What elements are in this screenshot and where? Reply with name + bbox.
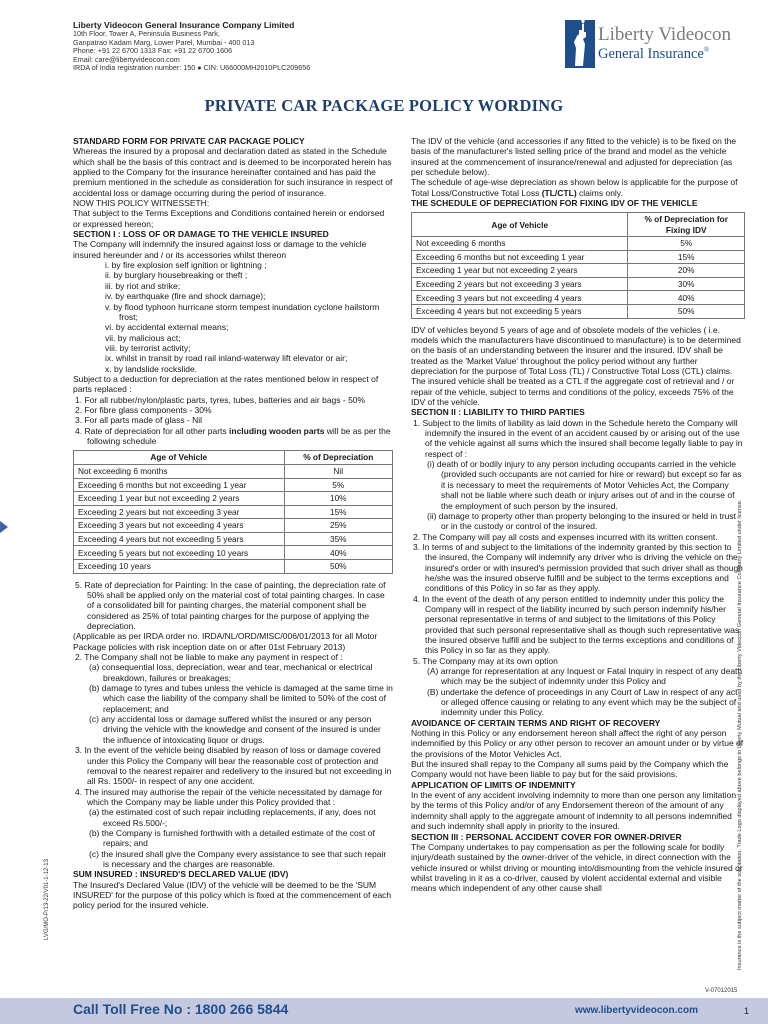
footer-bar [0,998,768,1024]
table-cell: Exceeding 6 months but not exceeding 1 year [412,250,628,264]
section-heading: THE SCHEDULE OF DEPRECIATION FOR FIXING IDV OF THE VEHICLE [411,198,698,209]
paragraph: NOW THIS POLICY WITNESSETH: [73,198,210,209]
paragraph: The Insured's Declared Value (IDV) of the vehicle will be deemed to be the 'SUM INSURED' for the purpose of this policy which is fixed at the commencement of each policy period for the insured vehicle. [73,879,392,911]
section-heading: APPLICATION OF LIMITS OF INDEMNITY [411,779,576,790]
table-cell: 15% [284,505,392,519]
left-column [73,136,393,911]
version-code: V-07012015 [705,988,738,994]
page-number: 1 [744,1006,750,1016]
table-cell: Not exceeding 6 months [74,464,285,478]
table-cell: 30% [628,277,745,291]
document-code: LVG/MO-P/13-22/V01-1-12-13 [44,859,50,940]
table-cell: 40% [284,546,392,560]
idv-depreciation-table [411,212,745,318]
table-header-row [74,451,393,465]
table-cell: Exceeding 10 years [74,560,285,574]
column-header: Age of Vehicle [412,213,628,237]
table-cell: 10% [284,492,392,506]
list-item: (B) undertake the defence of proceedings in any Court of Law in respect of any act or alleged offence causing or relating to any event which may be the subject of indemnity under this Policy. [427,686,738,718]
paragraph: That subject to the Terms Exceptions and Conditions contained herein or endorsed or expressed hereon; [73,208,385,229]
table-row [74,532,393,546]
list-item: vii. by malicious act; [105,332,181,343]
table-cell: Exceeding 4 years but not exceeding 5 years [412,305,628,319]
list-item: 4. Rate of depreciation for all other parts including wooden parts will be as per the following schedule [75,425,391,446]
address-line: Ganpatrao Kadam Marg, Lower Parel, Mumbai - 400 013 [73,37,255,47]
toll-free-number: Call Toll Free No : 1800 266 5844 [73,1001,289,1017]
table-row [412,237,745,251]
table-cell: 35% [284,532,392,546]
table-row [412,291,745,305]
email-line: Email: care@libertyvideocon.com [73,54,180,64]
registration-line: IRDA of India registration number: 150 ● CIN: U66000MH2010PLC209656 [73,63,311,73]
list-item: iv. by earthquake (fire and shock damage); [105,291,266,302]
logo-subtitle: General Insurance® [598,46,710,62]
paragraph: The IDV of the vehicle (and accessories if any fitted to the vehicle) is to be fixed on the basis of the manufacturer's listed selling price of the brand and model as the vehicle insured at the commencement of insurance/renewal and adjusted for depreciation (as per schedule below). [411,136,737,178]
table-cell: Exceeding 4 years but not exceeding 5 years [74,532,285,546]
paragraph: 3. In terms of and subject to the limitations of the indemnity granted by this section to the insured, the Company will indemnify any driver who is driving the vehicle on the insured's order or with insured's permission provided that such driver shall as though he/she was the insured observe fulfill and be subject to the terms exceptions and conditions of this Policy in so far as they apply. [413,541,743,594]
paragraph: But the insured shall repay to the Company all sums paid by the Company which the Company would not have been liable to pay but for the said provisions. [411,759,729,780]
table-cell: Nil [284,464,392,478]
table-cell: 50% [284,560,392,574]
section-heading: SECTION I : LOSS OF OR DAMAGE TO THE VEHICLE INSURED [73,229,329,240]
depreciation-table [73,450,393,573]
table-row [412,250,745,264]
statue-of-liberty-icon [565,20,595,68]
paragraph: The schedule of age-wise depreciation as shown below is applicable for the purpose of Total Loss/Constructive Total Loss (TL/CTL) claims only. [411,177,738,198]
table-row [74,546,393,560]
table-cell: Exceeding 3 years but not exceeding 4 years [412,291,628,305]
table-row [74,560,393,574]
paragraph: Nothing in this Policy or any endorsement hereon shall affect the right of any person indemnified by this Policy or any other person to recover an amount under or by virtue of the provisions of the Motor Vehicles Act. [411,728,744,759]
company-name: Liberty Videocon General Insurance Company Limited [73,20,295,30]
paragraph: (Applicable as per IRDA order no. IRDA/NL/ORD/MISC/006/01/2013 for all Motor Package policies with risk inception date on or after 01st February 2013) [73,631,378,652]
table-row [74,464,393,478]
paragraph: In the event of any accident involving indemnity to more than one person any limitation by the terms of this Policy and/or of any Endorsement thereon of the amount of any indemnity shall apply to the aggregate amount of indemnity to all persons indemnified and such indemnity shall apply in priority to the insured. [411,790,737,832]
page-marker-icon [0,521,8,533]
table-cell: Exceeding 1 year but not exceeding 2 years [74,492,285,506]
list-item: (A) arrange for representation at any Inquest or Fatal Inquiry in respect of any death which may be the subject of indemnity under this Policy and [427,666,743,687]
right-column [411,136,745,894]
table-cell: 5% [628,237,745,251]
list-item: (i) death of or bodily injury to any person including occupants carried in the vehicle (provided such occupants are not carried for hire or reward) but except so far as it is necessary to meet the requirements of Motor Vehicles Act, the Company shall not be liable where such death or injury arises out of and in the course of the employment of such person by the insured. [427,459,742,511]
list-item: vi. by accidental external means; [105,322,229,333]
list-item: iii. by riot and strike; [105,280,181,291]
section-heading: STANDARD FORM FOR PRIVATE CAR PACKAGE POLICY [73,136,305,146]
paragraph: The insured vehicle shall be treated as a CTL if the aggregate cost of retrieval and / or repair of the vehicle, subject to terms and conditions of the policy, exceeds 75% of the IDV of the vehicle. [411,376,735,408]
table-cell: Exceeding 3 years but not exceeding 4 years [74,519,285,533]
table-row [412,277,745,291]
paragraph: 1. Subject to the limits of liability as laid down in the Schedule hereto the Company will indemnify the insured in the event of an accident caused by or arising out of the use of the vehicle against all sums which the insured shall become legally liable to pay in respect of : [413,417,743,459]
paragraph: Whereas the insured by a proposal and declaration dated as stated in the Schedule which shall be the basis of this contract and is deemed to be incorporated herein has applied to the Company for the insurance hereinafter contained and has paid the premium mentioned in the schedule as consideration for such insurance in respect of accidental loss or damage occurring during the period of insurance. [73,146,393,198]
list-item: ii. by burglary housebreaking or theft ; [105,270,248,281]
list-item: v. by flood typhoon hurricane storm tempest inundation cyclone hailstorm frost; [105,301,380,322]
list-item: i. by fire explosion self ignition or lightning ; [105,260,267,271]
column-header: % of Depreciation [284,451,392,465]
column-header: Age of Vehicle [74,451,285,465]
liberty-videocon-logo [565,18,745,70]
table-row [74,492,393,506]
table-cell: 25% [284,519,392,533]
table-row [74,519,393,533]
table-cell: Exceeding 2 years but not exceeding 3 year [74,505,285,519]
paragraph: 5. The Company may at its own option [413,655,558,666]
table-row [74,478,393,492]
paragraph: 3. In the event of the vehicle being disabled by reason of loss or damage covered under this Policy the Company will bear the reasonable cost of protection and removal to the nearest repairer and redelivery to the insured but not exceeding in all Rs. 1500/- in respect of any one accident. [75,745,392,787]
list-item: (a) the estimated cost of such repair including replacements, if any, does not exceed Rs.500/-; [89,807,376,828]
table-row [74,505,393,519]
table-cell: Exceeding 2 years but not exceeding 3 years [412,277,628,291]
section-heading: SECTION II : LIABILITY TO THIRD PARTIES [411,407,585,418]
paragraph: 2. The Company will pay all costs and expenses incurred with its written consent. [413,531,718,542]
paragraph: 4. In the event of the death of any person entitled to indemnity under this policy the Company will in respect of the liability incurred by such person indemnify his/her personal representative in terms of and subject to the limitations of this Policy provided that such personal representative shall as though such representative was the insured observe fulfill and be subject to the terms exceptions and conditions of this Policy in so far as they apply. [413,593,740,656]
table-cell: Exceeding 1 year but not exceeding 2 years [412,264,628,278]
column-header: % of Depreciation for Fixing IDV [628,213,745,237]
list-item: (ii) damage to property other than property belonging to the insured or held in trust or in the custody or control of the insured. [427,510,737,532]
logo-wordmark: Liberty Videocon [598,24,732,45]
table-cell: Exceeding 6 months but not exceeding 1 year [74,478,285,492]
table-cell: 20% [628,264,745,278]
company-address-block [73,20,310,73]
paragraph: IDV of vehicles beyond 5 years of age and of obsolete models of the vehicles ( i.e. models which the manufacturers have discontinued to manufacture) is to be determined on the basis of an understanding between the insurer and the insured. IDV shall be treated as the 'Market Value' throughout the policy period without any further depreciation for the purpose of Total Loss (TL) / Constructive Total Loss (CTL) claims. [411,324,741,377]
table-cell: 50% [628,305,745,319]
section-heading: SECTION III : PERSONAL ACCIDENT COVER FOR OWNER-DRIVER [411,831,682,842]
list-item: (b) the Company is furnished forthwith with a detailed estimate of the cost of repairs; and [89,827,375,849]
paragraph: Subject to a deduction for depreciation at the rates mentioned below in respect of parts replaced : [73,373,379,395]
table-cell: Not exceeding 6 months [412,237,628,251]
list-item: (c) the insured shall give the Company every assistance to see that such repair is necessary and the charges are reasonable. [89,848,387,869]
table-row [412,264,745,278]
table-cell: Exceeding 5 years but not exceeding 10 years [74,546,285,560]
list-item: 2. For fibre glass components - 30% [75,404,212,415]
section-heading: AVOIDANCE OF CERTAIN TERMS AND RIGHT OF RECOVERY [411,717,661,728]
address-line: 10th Floor, Tower A, Peninsula Business Park, [73,29,220,38]
list-item: (b) damage to tyres and tubes unless the vehicle is damaged at the same time in which case the liability of the company shall be limited to 50% of the cost of replacement; and [89,683,393,714]
table-row [412,305,745,319]
paragraph: 4. The insured may authorise the repair of the vehicle necessitated by damage for which the Company may be liable under this Policy provided that : [75,786,383,807]
list-item: x. by landslide rockslide. [105,363,198,374]
list-item: (a) consequential loss, depreciation, wear and tear, mechanical or electrical breakdown, failures or breakages; [89,662,373,683]
list-item: (c) any accidental loss or damage suffered whilst the insured or any person driving the vehicle with the knowledge and consent of the insured is under the influence of intoxicating liquor or drugs. [89,714,381,745]
list-item: 1. For all rubber/nylon/plastic parts, tyres, tubes, batteries and air bags - 50% [75,394,366,405]
table-header-row [412,213,745,237]
list-item: 3. For all parts made of glass - Nil [75,415,203,426]
list-item: viii. by terrorist activity; [105,342,191,353]
paragraph: 2. The Company shall not be liable to make any payment in respect of : [75,652,343,663]
side-disclaimer: Insurance is the subject matter of the solicitation. Trade Logo displayed above belongs to Liberty Mutual and used by the Liberty Videocon General Insurance Company Limited under license. [737,499,743,970]
list-item: ix. whilst in transit by road rail inland-waterway lift elevator or air; [105,353,348,364]
contact-line: Phone: +91 22 6700 1313 Fax: +91 22 6700 1606 [73,46,233,56]
table-cell: 5% [284,478,392,492]
page-title: PRIVATE CAR PACKAGE POLICY WORDING [204,96,564,115]
table-cell: 40% [628,291,745,305]
paragraph: 5. Rate of depreciation for Painting: In the case of painting, the depreciation rate of 50% shall be applied only on the material cost of total painting charges. In case of a consolidated bill for painting charges, the material component shall be considered as 25% of total painting charges for the purpose of applying the depreciation. [75,579,386,632]
paragraph: The Company will indemnify the insured against loss or damage to the vehicle insured hereunder and / or its accessories whilst thereon [73,239,367,260]
table-cell: 15% [628,250,745,264]
website-link[interactable]: www.libertyvideocon.com [575,1005,698,1016]
section-heading: SUM INSURED : INSURED'S DECLARED VALUE (IDV) [73,869,289,880]
paragraph: The Company undertakes to pay compensation as per the following scale for bodily injury/death sustained by the owner-driver of the vehicle, in direct connection with the vehicle insured or whilst driving or mounting into/dismounting from the vehicle insured or whilst traveling in it as a co-driver, caused by violent accidental external and visible means which independent of any other cause shall [411,841,743,894]
